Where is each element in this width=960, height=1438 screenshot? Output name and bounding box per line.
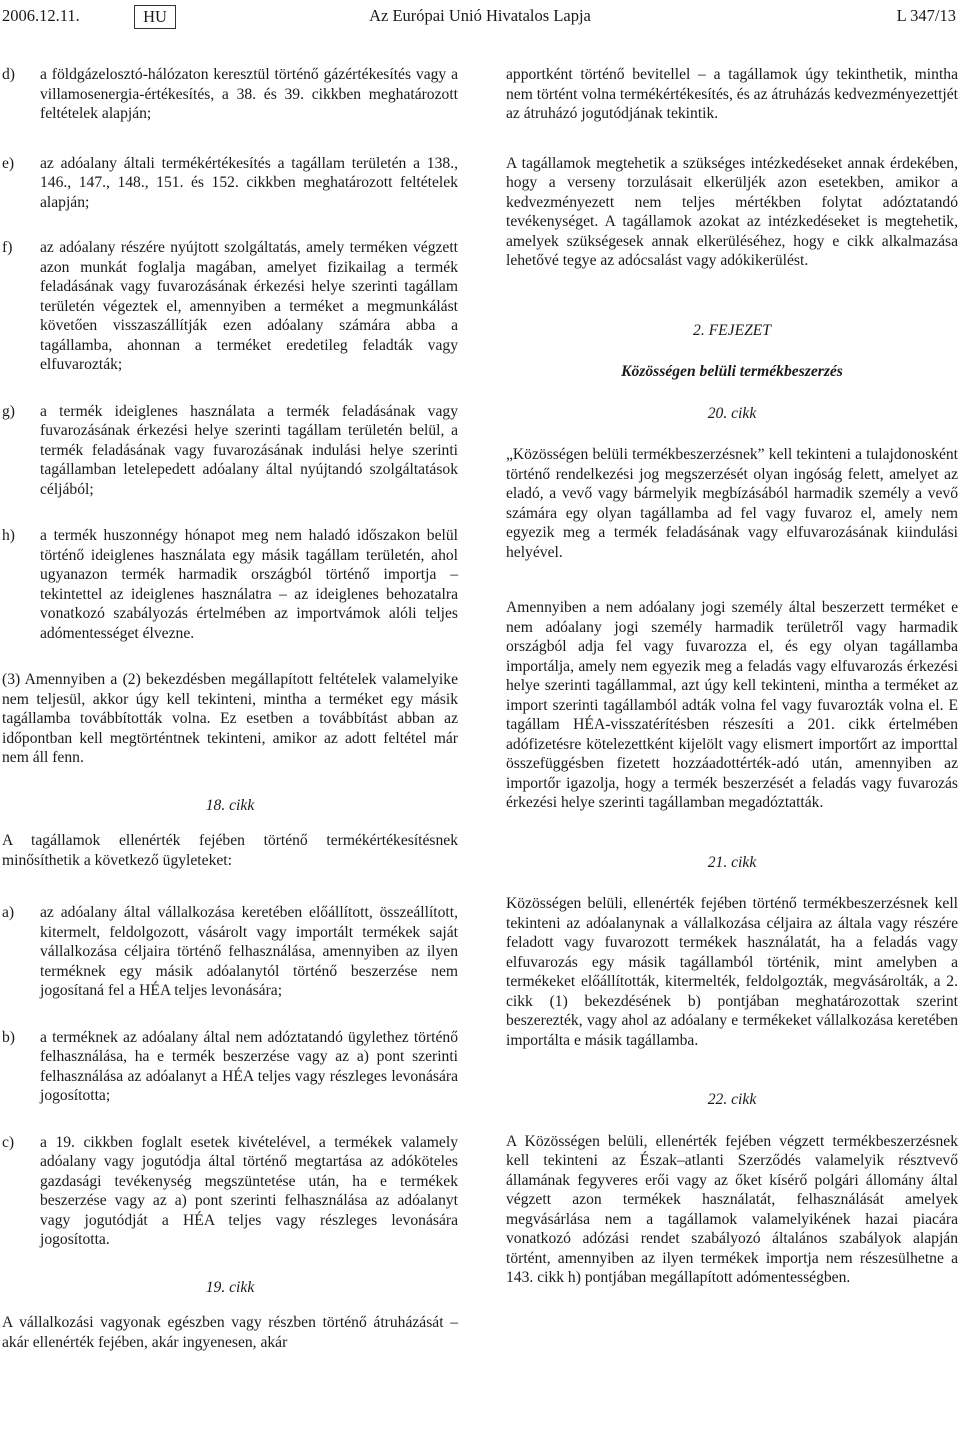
item-marker: c) (2, 1133, 15, 1151)
chapter-heading: 2. FEJEZET (693, 321, 771, 339)
left-column (2, 65, 458, 1352)
right-column (506, 65, 958, 1288)
paragraph-3: (3) Amennyiben a (2) bekezdésben megállapított feltételek valamelyike nem teljesül, akkor úgy kell tekinteni, mintha a terméket egy másik tagállamba továbbították volna. Ez esetben a továbbítást abban az időpontban kell megtörténtnek tekinteni, amikor az adott feltétel már nem áll fenn. (2, 671, 458, 766)
item-text: a terméknek az adóalany által nem adóztatandó ügylethez történő felhasználása, ha e termék beszerzése vagy az a) pont szerinti felhasználása az adóalanyt a HÉA teljes vagy részleges levonására jogosította; (40, 1028, 458, 1104)
article-19-text: A vállalkozási vagyonak egészben vagy részben történő átruházását – akár ellenérték fejében, akár ingyenesen, akár (2, 1314, 458, 1351)
list-item-h (2, 526, 458, 643)
article-18-intro: A tagállamok ellenérték fejében történő termékértékesítésnek minősíthetik a következő ügyleteket: (2, 832, 458, 869)
list-item-c (2, 1133, 458, 1250)
article-heading-18: 18. cikk (205, 796, 255, 814)
article-20-paragraph-1: „Közösségen belüli termékbeszerzésnek” kell tekinteni a tulajdonosként történő rendelkezési jog megszerzését olyan ingóság felett, amelyet az eladó, a vevő vagy bármelyik megbízásából harmadik személy a vevő számára egy olyan tagállamba ad fel vagy fuvaroz el, amely nem egyezik meg a termék feladásának vagy elfuvarozásának kiindulási helyével. (506, 446, 958, 561)
item-marker: b) (2, 1028, 15, 1046)
item-marker: a) (2, 904, 15, 921)
item-text: a földgázelosztó-hálózaton keresztül történő gázértékesítés vagy a villamosenergia-értékesítés, a 38. és 39. cikkben meghatározott feltételek alapján; (40, 66, 458, 122)
item-text: az adóalany általi termékértékesítés a tagállam területén a 138., 146., 147., 148., 151. és 152. cikkben meghatározott feltételek alapján; (40, 154, 458, 211)
article-heading-19: 19. cikk (205, 1278, 255, 1296)
page-header (0, 6, 960, 30)
article-heading-20: 20. cikk (707, 404, 757, 422)
list-item-e (2, 154, 458, 213)
list-item-b (2, 1028, 458, 1106)
list-item-f (2, 238, 458, 375)
journal-title: Az Európai Unió Hivatalos Lapja (369, 6, 591, 25)
item-marker: e) (2, 154, 15, 172)
article-heading-21: 21. cikk (707, 853, 757, 871)
item-text: a termék ideiglenes használata a termék feladásának vagy fuvarozásának érkezési helye szerinti tagállam területén belül, a termék feladásának vagy fuvarozásának indulási helye szerinti tagállamban letelepedett adóalany által nyújtandó szolgáltatások céljából; (40, 402, 458, 498)
item-marker: d) (2, 66, 15, 83)
item-text: az adóalany részére nyújtott szolgáltatás, amely terméken végzett azon munkát foglalja magában, amelyet fizikailag a termék feladásának vagy fuvarozásának érkezési helye szerinti tagállam területén végeztek el, amennyiben a terméket a megmunkálást követően visszaszállítják ezen adóalany számára abba a tagállamba, ahonnan a terméket eredetileg feladták vagy elfuvarozták; (40, 239, 458, 373)
page-number: L 347/13 (896, 6, 956, 25)
list-item-d (2, 65, 458, 124)
article-22-text: A Közösségen belüli, ellenérték fejében végzett termékbeszerzésnek kell tekinteni az Észak–atlanti Szerződés valamelyik résztvevő államának fegyveres erői vagy az őket kísérő polgári állomány által végzett azon termékek használatát, felhasználását amelyek megvásárlása nem a tagállamok valamelyikének hazai piacára vonatkozó adózási rendet szabályozó általános szabályok alapján történt, amennyiben az ilyen termékek importja nem részesülhetne a 143. cikk h) pontjában megállapított adómentességben. (506, 1132, 958, 1286)
article-21-text: Közösségen belüli, ellenérték fejében történő termékbeszerzésnek kell tekinteni az adóalanynak a vállalkozása céljaira az általa vagy részére feladott vagy fuvarozott termékek használatát, ha a feladás vagy elfuvarozás egy másik tagállamból történik, mint amelyben a termékeket előállították, kitermelték, feldolgozták, megvásárolták, a 2. cikk (1) bekezdésének b) pontjában meghatározottak szerint beszerezték, vagy ahol az adóalany e termékeket vállalkozása keretében importálta e másik tagállamba. (506, 895, 958, 1049)
item-text: a termék huszonnégy hónapot meg nem haladó időszakon belül történő ideiglenes használata egy másik tagállam területén, ahol ugyanazon termék harmadik országból történő importja – tekintettel az ideiglenes használatra – az ideiglenes behozatalra vonatkozó szabályozás értelmében az importvámok alóli teljes adómentességet élvezne. (40, 527, 458, 642)
continuation-text: apportként történő bevitellel – a tagállamok úgy tekinthetik, mintha nem történt volna termékértékesítés, és az átruházás kedvezményezettjét az átruházó jogutódjának tekintik. (506, 66, 959, 122)
item-marker: h) (2, 527, 15, 544)
list-item-g (2, 402, 458, 500)
item-marker: g) (2, 402, 15, 420)
section-title: Közösségen belüli termékbeszerzés (621, 363, 843, 380)
language-badge: HU (134, 5, 176, 29)
article-heading-22: 22. cikk (707, 1091, 757, 1108)
item-marker: f) (2, 239, 13, 256)
publication-date: 2006.12.11. (2, 6, 80, 25)
list-item-a (2, 903, 458, 1001)
item-text: a 19. cikkben foglalt esetek kivételével, a termékek valamely adóalany vagy jogutódja által történő megtartása az adóköteles gazdasági tevékenység megszüntetése után, ha e termékek beszerzése vagy az a) pont szerinti felhasználása az adóalanyt vagy jogutódját a HÉA teljes vagy részleges levonására jogosította. (40, 1133, 458, 1248)
article-19-paragraph-2: A tagállamok megtehetik a szükséges intézkedéseket annak érdekében, hogy a verseny torzulásait elkerüljék azon esetekben, amikor a kedvezményezett nem teljes mértékben folytat adóztatandó tevékenységet. A tagállamok azokat az intézkedéseket is megtehetik, amelyek szükségesek annak elkerüléséhez, hogy e cikk alkalmazása lehetővé tegye az adócsalást vagy adókikerülést. (506, 154, 958, 269)
article-20-paragraph-2: Amennyiben a nem adóalany jogi személy által beszerzett terméket e nem adóalany jogi személy harmadik területről vagy harmadik országból adja fel vagy fuvarozza el, és egy olyan tagállamba importálja, amely nem egyezik meg a feladás vagy elfuvarozás érkezési helye szerinti tagállammal, azt úgy kell tekinteni, mintha a terméket az import szerinti tagállamból adták volna fel vagy fuvarozták volna el. E tagállam HÉA-visszatérítésben részesíti a 201. cikk értelmében adófizetésre kötelezettként kijelölt vagy elismert importőrt az importtal összefüggésben fizetett hozzáadottérték-adó után, amennyiben az importőr igazolja, hogy a termék beszerzését a feladás vagy fuvarozás érkezési helye szerinti tagállamban megadóztatták. (506, 599, 958, 811)
item-text: az adóalany által vállalkozása keretében előállított, összeállított, kitermelt, feldolgozott, vásárolt vagy importált termékek saját vállalkozása céljaira történő felhasználása, amennyiben az ilyen terméknek egy másik adóalanytól történő beszerzése nem jogosítaná fel a HÉA teljes levonására; (40, 904, 458, 999)
